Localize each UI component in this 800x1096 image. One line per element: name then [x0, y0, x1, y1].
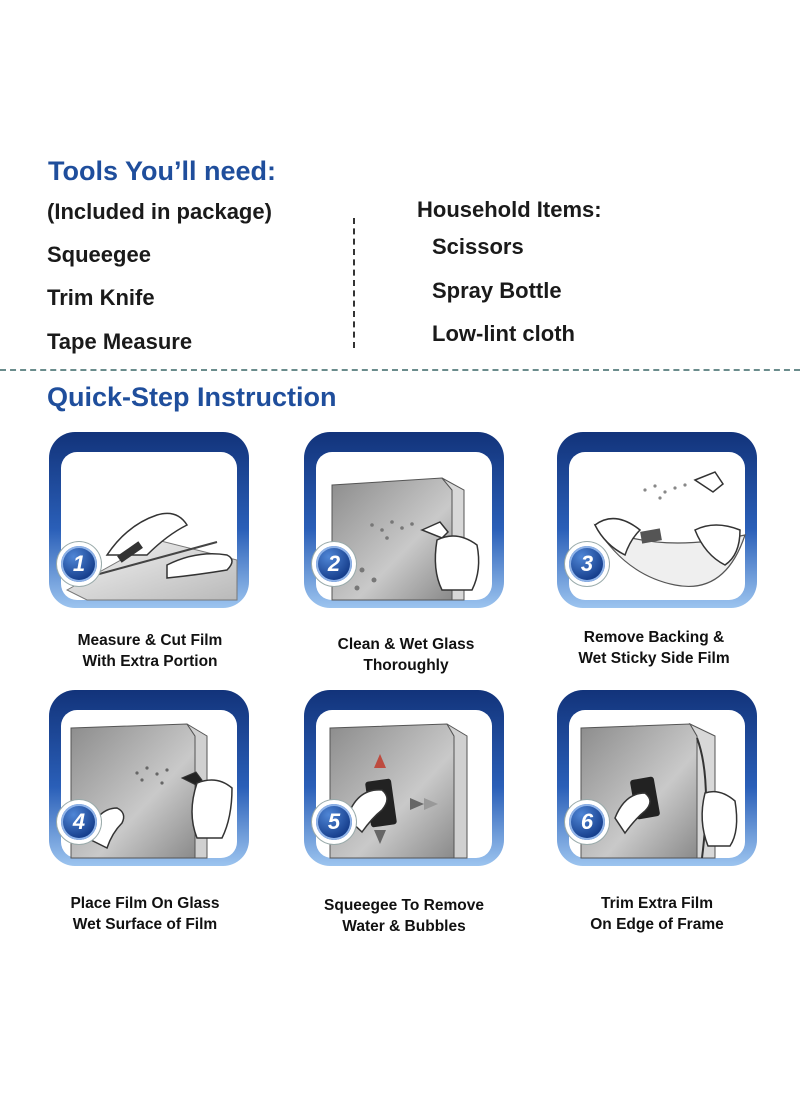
step-number-6: 6 [569, 804, 605, 840]
step-badge-6 [565, 800, 609, 844]
included-item-tape-measure: Tape Measure [47, 329, 193, 354]
household-item-spray-bottle: Spray Bottle [432, 278, 562, 303]
step-caption-2-line1: Clean & Wet Glass [337, 636, 475, 653]
included-item-trim-knife: Trim Knife [47, 285, 155, 310]
step-caption-5-line2: Water & Bubbles [342, 918, 466, 935]
step-card-1 [47, 430, 251, 610]
step-caption-6-line1: Trim Extra Film [601, 895, 713, 912]
step-caption-4 [25, 893, 265, 935]
tools-title: Tools You’ll need: [48, 156, 277, 186]
step-number-4: 4 [61, 804, 97, 840]
step-card-3 [555, 430, 759, 610]
step-badge-4 [57, 800, 101, 844]
horizontal-divider [0, 369, 800, 371]
step-card-5 [302, 688, 506, 868]
step-caption-1 [30, 630, 270, 672]
step-badge-3 [565, 542, 609, 586]
step-caption-3-line2: Wet Sticky Side Film [578, 650, 730, 667]
step-caption-5 [284, 895, 524, 937]
step-number-1: 1 [61, 546, 97, 582]
step-number-3: 3 [569, 546, 605, 582]
step-caption-3 [534, 627, 774, 669]
step-card-2 [302, 430, 506, 610]
step-badge-2 [312, 542, 356, 586]
step-caption-4-line1: Place Film On Glass [70, 895, 220, 912]
spray-glass-illustration [332, 478, 479, 600]
included-item-squeegee: Squeegee [47, 242, 151, 267]
household-item-cloth: Low-lint cloth [432, 321, 575, 346]
squeegee-illustration [330, 724, 467, 858]
quick-step-title: Quick-Step Instruction [47, 382, 337, 412]
step-caption-2 [286, 634, 526, 676]
step-caption-4-line2: Wet Surface of Film [72, 916, 218, 933]
step-caption-1-line2: With Extra Portion [82, 653, 218, 670]
step-number-2: 2 [316, 546, 352, 582]
step-caption-5-line1: Squeegee To Remove [324, 897, 484, 914]
step-caption-6 [537, 893, 777, 935]
step-number-5: 5 [316, 804, 352, 840]
step-caption-3-line1: Remove Backing & [583, 629, 725, 646]
step-badge-1 [57, 542, 101, 586]
step-card-4 [47, 688, 251, 868]
included-label: (Included in package) [47, 199, 272, 224]
step-badge-5 [312, 800, 356, 844]
step-caption-2-line2: Thoroughly [363, 657, 449, 674]
step-caption-1-line1: Measure & Cut Film [77, 632, 223, 649]
household-item-scissors: Scissors [432, 234, 524, 259]
step-caption-6-line2: On Edge of Frame [590, 916, 724, 933]
household-label: Household Items: [417, 197, 602, 222]
vertical-divider [353, 218, 355, 348]
trim-film-illustration [581, 724, 737, 858]
step-card-6 [555, 688, 759, 868]
